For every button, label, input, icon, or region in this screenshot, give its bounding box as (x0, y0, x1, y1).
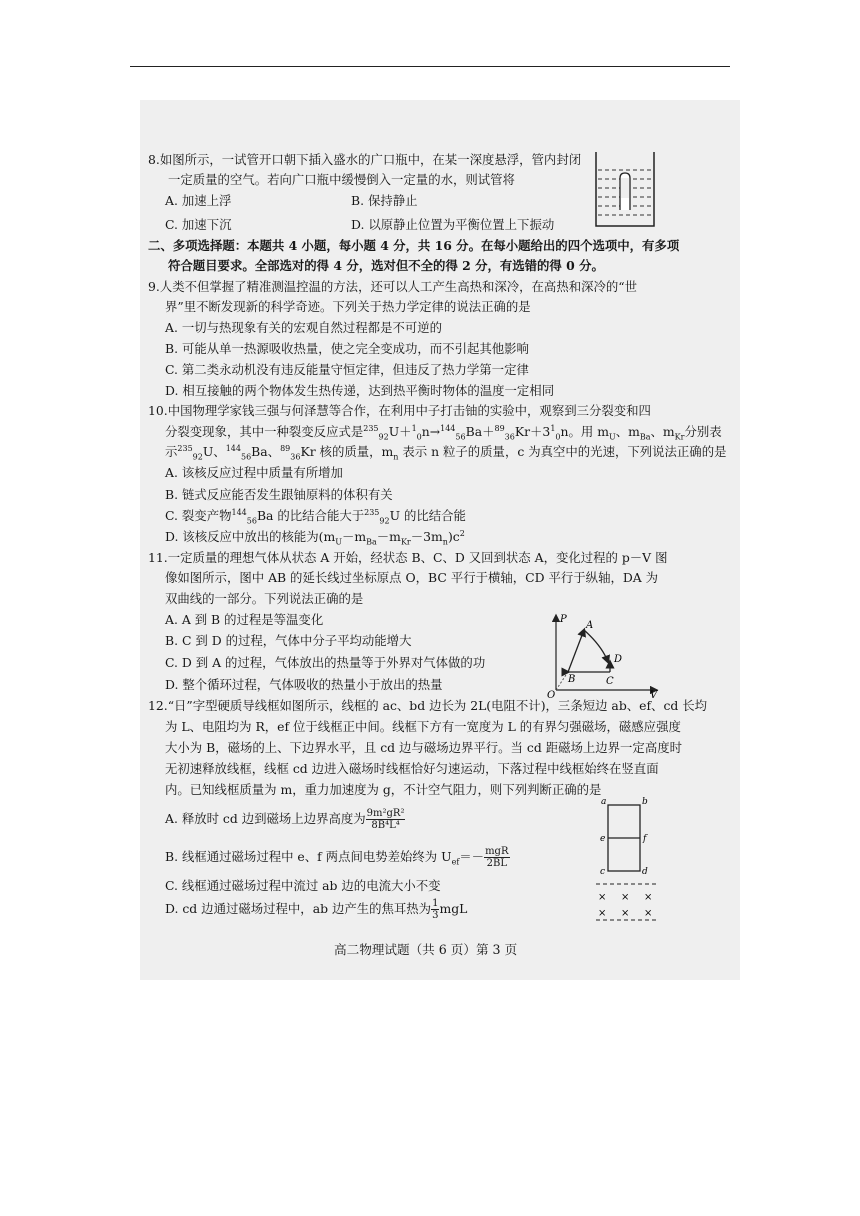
fig-label-b: B (568, 674, 576, 685)
q12-line5: 内。已知线框质量为 m，重力加速度为 g，不计空气阻力，则下列判断正确的是 (165, 782, 602, 797)
frame-label-c: c (600, 867, 606, 877)
field-mark: × (621, 892, 630, 903)
q8-option-c: C. 加速下沉 (165, 217, 232, 232)
q10-option-d: D. 该核反应中放出的核能为$(m_U-m_{Ba}-m_{Kr}-3m_n)c^2$ (165, 528, 465, 547)
field-mark: × (621, 908, 630, 919)
q11-option-b: B. C 到 D 的过程，气体中分子平均动能增大 (165, 633, 412, 648)
page-footer: 高二物理试题（共 6 页）第 3 页 (334, 942, 518, 957)
fig-label-p: P (560, 614, 567, 625)
field-mark: × (598, 892, 607, 903)
q12-a-fraction: $\frac{\text{9m²gR²}}{\text{8B⁴L⁴}}$ (366, 808, 405, 831)
q8-line2: 一定质量的空气。若向广口瓶中缓慢倒入一定量的水，则试管将 (168, 172, 515, 187)
q12-line4: 无初速释放线框，线框 cd 边进入磁场时线框恰好匀速运动，下落过程中线框始终在竖直面 (165, 761, 659, 776)
frame-label-e: e (600, 834, 606, 844)
q11-pv-diagram (544, 610, 662, 698)
q9-option-d: D. 相互接触的两个物体发生热传递，达到热平衡时物体的温度一定相同 (165, 383, 555, 398)
fig-label-v: V (650, 690, 658, 698)
q12-option-d: D. cd 边通过磁场过程中，ab 边产生的焦耳热为 $\frac{1}{3}$ mgL (165, 898, 468, 921)
fig-label-c: C (606, 676, 614, 687)
q10-line2: 分裂变现象，其中一种裂变反应式是$^{235}_{92}U+^1_0n\to^{144}_{56}Ba+^{89}_{36}Kr+3^1_0n$。用 $m_U$、$m_{Ba}$、$m_{Kr}$分别表 (165, 423, 722, 442)
q12-b-fraction: $\frac{\text{mgR}}{2BL}$ (485, 846, 509, 869)
q12-option-b: B. 线框通过磁场过程中 e、f 两点间电势差始终为 $U_{ef}=-$ $\frac{\text{mgR}}{2BL}$ (165, 846, 509, 869)
fig-label-a: A (586, 620, 594, 631)
q9-option-c: C. 第二类永动机没有违反能量守恒定律，但违反了热力学第一定律 (165, 362, 529, 377)
q8-option-d: D. 以原静止位置为平衡位置上下振动 (351, 217, 555, 232)
q12-option-a: A. 释放时 cd 边到磁场上边界高度为 $\frac{\text{9m²gR²}}{\text{8B⁴L⁴}}$ (165, 808, 405, 831)
q8-line1: 8.如图所示，一试管开口朝下插入盛水的广口瓶中，在某一深度悬浮，管内封闭 (148, 152, 582, 167)
fig-label-o: O (547, 690, 556, 698)
q10-option-b: B. 链式反应能否发生跟铀原料的体积有关 (165, 487, 393, 502)
q10-line3: 示$^{235}_{92}$U、$^{144}_{56}$Ba、$^{89}_{36}$Kr 核的质量，$m_n$ 表示 n 粒子的质量，c 为真空中的光速，下列说法正确的是 (165, 443, 727, 462)
q10-line1: 10.中国物理学家钱三强与何泽慧等合作，在利用中子打击铀的实验中，观察到三分裂变和四 (148, 403, 651, 418)
q12-line1: 12.“日”字型硬质导线框如图所示，线框的 ac、bd 边长为 2L(电阻不计)，三条短边 ab、ef、cd 长均 (148, 698, 708, 713)
section2-header-line2: 符合题目要求。全部选对的得 4 分，选对但不全的得 2 分，有选错的得 0 分。 (168, 258, 604, 273)
q9-line2: 界”里不断发现新的科学奇迹。下列关于热力学定律的说法正确的是 (165, 299, 531, 314)
field-mark: × (644, 908, 653, 919)
frame-label-f: f (643, 834, 647, 844)
q12-frame-figure (594, 792, 664, 924)
q8-option-b: B. 保持静止 (351, 193, 418, 208)
field-mark: × (598, 908, 607, 919)
q9-option-b: B. 可能从单一热源吸收热量，使之完全变成功，而不引起其他影响 (165, 341, 529, 356)
q12-line3: 大小为 B，磁场的上、下边界水平，且 cd 边与磁场边界平行。当 cd 距磁场上边界一定高度时 (165, 740, 682, 755)
q12-d-fraction: $\frac{1}{3}$ (432, 898, 439, 921)
fig-label-d: D (614, 654, 623, 665)
section2-header-line1: 二、多项选择题：本题共 4 小题，每小题 4 分，共 16 分。在每小题给出的四个选项中，有多项 (148, 238, 680, 253)
q11-line3: 双曲线的一部分。下列说法正确的是 (165, 591, 364, 606)
q9-line1: 9.人类不但掌握了精准测温控温的方法，还可以人工产生高热和深冷，在高热和深冷的“世 (148, 279, 637, 294)
q10-option-a: A. 该核反应过程中质量有所增加 (165, 465, 343, 480)
q8-option-a: A. 加速上浮 (165, 193, 232, 208)
frame-label-d: d (642, 867, 648, 877)
q11-line2: 像如图所示，图中 AB 的延长线过坐标原点 O，BC 平行于横轴，CD 平行于纵轴，DA 为 (165, 570, 659, 585)
q12-line2: 为 L、电阻均为 R，ef 位于线框正中间。线框下方有一宽度为 L 的有界匀强磁场，磁感应强度 (165, 719, 681, 734)
q10-option-c: C. 裂变产物$^{144}_{56}$Ba 的比结合能大于$^{235}_{92}$U 的比结合能 (165, 507, 466, 526)
frame-label-a: a (601, 797, 607, 807)
q8-jar-figure (592, 148, 658, 232)
q9-option-a: A. 一切与热现象有关的宏观自然过程都是不可逆的 (165, 320, 443, 335)
frame-label-b: b (642, 797, 648, 807)
q11-option-c: C. D 到 A 的过程，气体放出的热量等于外界对气体做的功 (165, 655, 486, 670)
q11-option-a: A. A 到 B 的过程是等温变化 (165, 612, 324, 627)
top-rule (130, 66, 730, 67)
q12-option-c: C. 线框通过磁场过程中流过 ab 边的电流大小不变 (165, 878, 441, 893)
field-mark: × (644, 892, 653, 903)
q11-line1: 11.一定质量的理想气体从状态 A 开始，经状态 B、C、D 又回到状态 A，变化过程的 p－V 图 (148, 550, 668, 565)
q11-option-d: D. 整个循环过程，气体吸收的热量小于放出的热量 (165, 677, 443, 692)
